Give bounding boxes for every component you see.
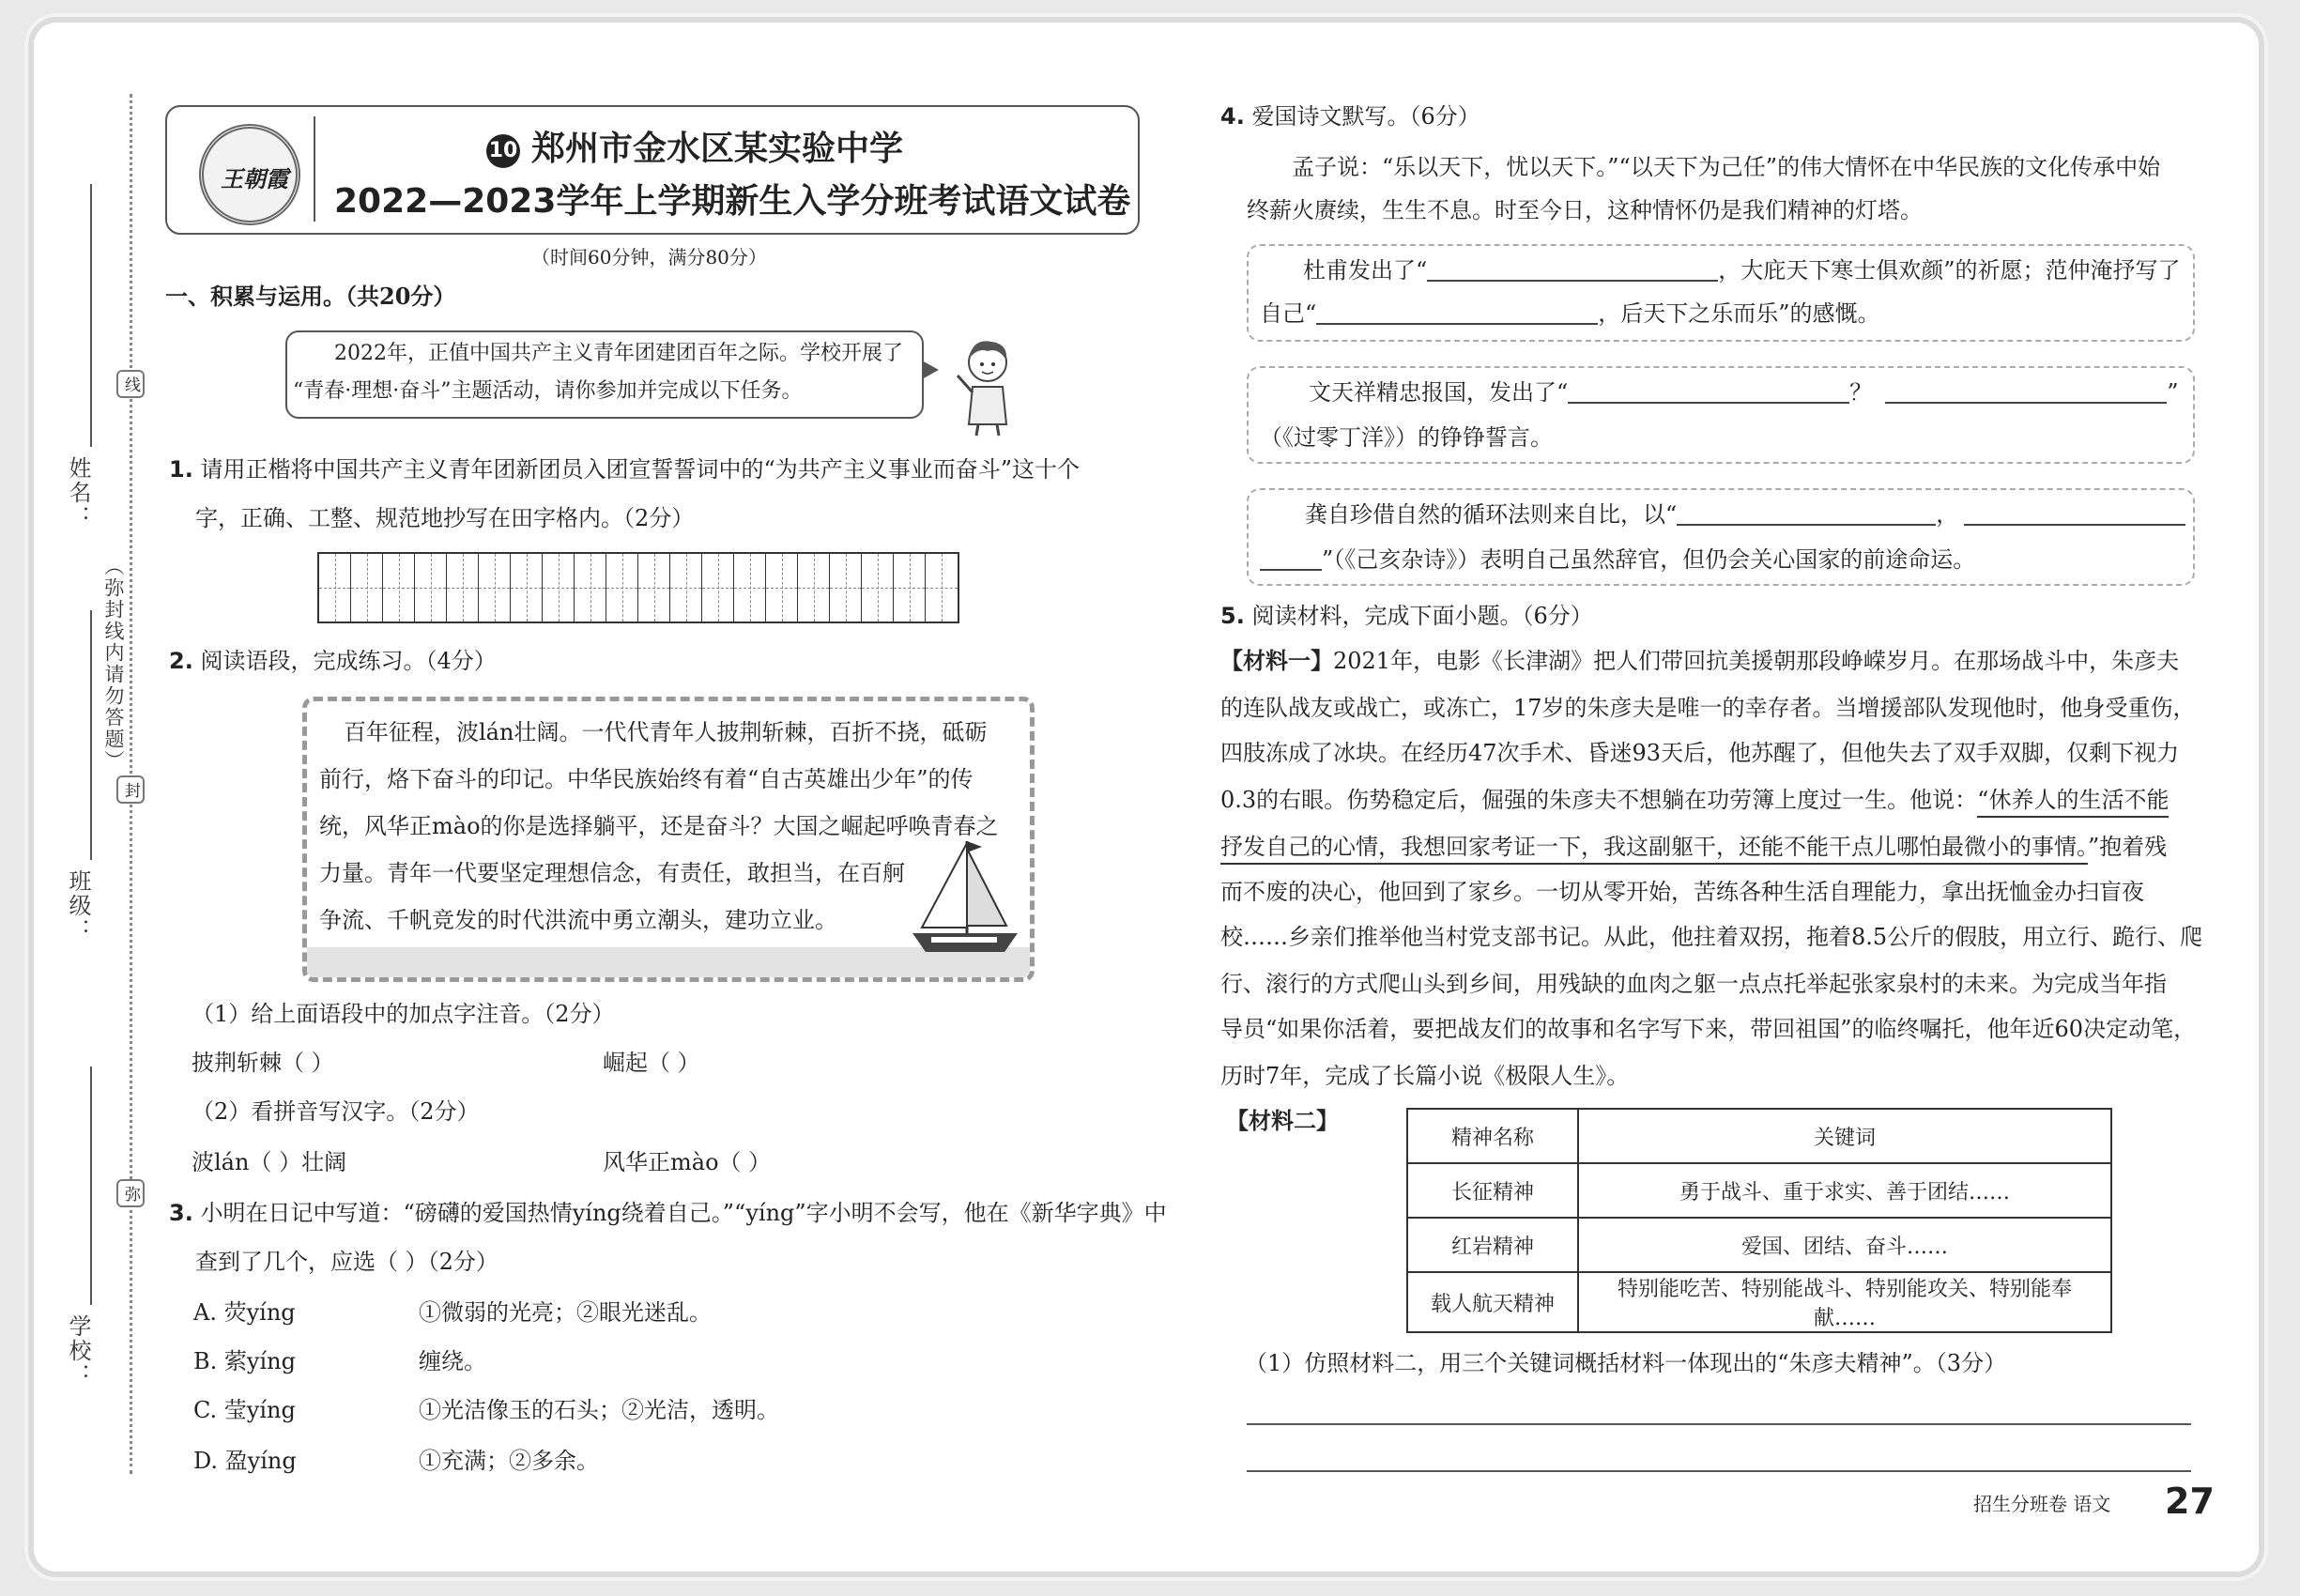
grid-cell[interactable] [638, 554, 670, 622]
footer-label: 招生分班卷 语文 [1973, 1493, 2111, 1515]
passage-line-1: 百年征程，波lán壮阔。一代代青年人披荆斩棘，百折不挠，砥砺 [344, 719, 988, 745]
recitation-3-text-c: ”（《己亥杂诗》）表明自己虽然辞官，但仍会关心国家的前途命运。 [1322, 546, 1976, 573]
exam-number-badge: 10 [486, 134, 520, 168]
passage-line-3: 统，风华正mào的你是选择躺平，还是奋斗？大国之崛起呼唤青春之 [319, 813, 999, 839]
table-cell: 红岩精神 [1407, 1218, 1578, 1272]
question-2-title: 阅读语段，完成练习。（4分） [200, 648, 497, 674]
option-a-label[interactable]: A. 荧yíng [193, 1299, 296, 1326]
option-a-desc: ①微弱的光亮；②眼光迷乱。 [419, 1299, 712, 1326]
recitation-blank-4[interactable] [1885, 381, 2167, 404]
name-label: 姓名： [65, 456, 91, 529]
material-1-line-1 [1220, 647, 2180, 674]
recitation-1-text-a: 杜甫发出了“ [1303, 257, 1428, 284]
q4-intro-line-1: 孟子说：“乐以天下，忧以天下。”“以天下为己任”的伟大情怀在中华民族的文化传承中始 [1292, 154, 2161, 180]
school-title-text: 郑州市金水区某实验中学 [531, 129, 904, 168]
material-1-line-7: 校……乡亲们推举他当村党支部书记。从此，他拄着双拐，拖着8.5公斤的假肢，用立行、跪行、爬 [1220, 924, 2203, 950]
grid-cell[interactable] [862, 554, 894, 622]
question-4-title: 爱国诗文默写。（6分） [1251, 103, 1480, 130]
recitation-blank-7[interactable] [1260, 548, 1322, 571]
recitation-3-text-b: ， [1936, 501, 1959, 528]
question-2-1: （1）给上面语段中的加点字注音。（2分） [192, 1001, 615, 1027]
recitation-blank-6[interactable] [1964, 503, 2185, 526]
seal-note: （弥封线内请勿答题） [102, 556, 125, 772]
grid-cell[interactable] [415, 554, 447, 622]
material-1-line-10: 历时7年，完成了长篇小说《极限人生》。 [1220, 1063, 1630, 1089]
class-label: 班级： [65, 869, 91, 943]
section-1-heading: 一、积累与运用。（共20分） [165, 283, 456, 310]
exam-header [165, 105, 1140, 235]
student-illustration [954, 334, 1025, 437]
recitation-blank-3[interactable] [1568, 381, 1849, 404]
seal-char-seal: 封 [116, 775, 145, 804]
material-1-line-3: 四肢冻成了冰块。在经历47次手术、昏迷93天后，他苏醒了，但他失去了双手双脚，仅剩下视力 [1220, 740, 2180, 766]
grid-cell[interactable] [319, 554, 351, 622]
material-1-text-4: 0.3的右眼。伤势稳定后，倔强的朱彦夫不想躺在功劳簿上度过一生。他说： [1220, 787, 1978, 813]
passage-line-5: 争流、千帆竞发的时代洪流中勇立潮头，建功立业。 [319, 907, 837, 933]
question-3-line-2: 查到了几个，应选（ ）（2分） [195, 1249, 498, 1275]
spirit-keywords-table [1406, 1108, 2112, 1333]
recitation-1-line-1 [1303, 259, 2181, 282]
material-2-label: 【材料二】 [1226, 1107, 1339, 1134]
option-d-label[interactable]: D. 盈yíng [193, 1448, 297, 1474]
recitation-1-text-b: ，大庇天下寒士俱欢颜”的祈愿；范仲淹抒写了 [1718, 257, 2181, 284]
question-5-number: 5. [1220, 603, 1245, 629]
passage-line-4: 力量。青年一代要坚定理想信念，有责任，敢担当，在百舸 [319, 860, 905, 886]
question-4-line [1220, 105, 1480, 128]
logo-seal [199, 124, 300, 225]
material-1-text-1: 2021年，电影《长津湖》把人们带回抗美援朝那段峥嵘岁月。在那场战斗中，朱彦夫 [1333, 648, 2180, 674]
material-1-line-4 [1220, 789, 2169, 811]
question-1-number: 1. [169, 456, 193, 483]
intro-line-2: “青春·理想·奋斗”主题活动，请你参加并完成以下任务。 [293, 379, 803, 403]
logo-text: 王朝霞 [221, 165, 288, 192]
grid-cell[interactable] [894, 554, 926, 622]
passage-line-2: 前行，烙下奋斗的印记。中华民族始终有着“自古英雄出少年”的传 [319, 766, 974, 792]
table-row [1407, 1272, 2111, 1332]
seal-char-mi: 弥 [116, 1179, 145, 1207]
table-row [1407, 1218, 2111, 1272]
grid-cell[interactable] [511, 554, 543, 622]
recitation-2-text-a: 文天祥精忠报国，发出了“ [1309, 379, 1569, 406]
question-3-number: 3. [169, 1200, 193, 1226]
recitation-blank-1[interactable] [1427, 259, 1718, 282]
question-5-1: （1）仿照材料二，用三个关键词概括材料一体现出的“朱彦夫精神”。（3分） [1245, 1350, 2007, 1376]
grid-cell[interactable] [766, 554, 798, 622]
sailboat-illustration [903, 836, 1025, 967]
question-2-2: （2）看拼音写汉字。（2分） [192, 1098, 480, 1125]
answer-hanzi-1[interactable]: 波lán（ ）壮阔 [192, 1149, 347, 1175]
grid-cell[interactable] [543, 554, 575, 622]
grid-cell[interactable] [606, 554, 638, 622]
question-1-line-2: 字，正确、工整、规范地抄写在田字格内。（2分） [195, 505, 695, 531]
question-4-number: 4. [1220, 103, 1245, 130]
material-1-label: 【材料一】 [1220, 647, 1333, 674]
question-1-text: 请用正楷将中国共产主义青年团新团员入团宣誓誓词中的“为共产主义事业而奋斗”这十个 [200, 456, 1081, 483]
table-cell: 勇于战斗、重于求实、善于团结…… [1578, 1163, 2111, 1218]
material-1-text-5: ”抱着残 [2088, 834, 2168, 860]
table-cell: 爱国、团结、奋斗…… [1578, 1218, 2111, 1272]
recitation-1-line-2 [1260, 302, 1880, 325]
recitation-2-line-2: （《过零丁洋》）的铮铮誓言。 [1260, 424, 1553, 451]
recitation-2-line-1 [1309, 381, 2179, 404]
material-1-underlined-quote-b: 抒发自己的心情，我想回家考证一下，我这副躯干，还能不能干点儿哪怕最微小的事情。 [1220, 834, 2088, 865]
seal-char-line: 线 [116, 370, 145, 398]
recitation-1-text-c: 自己“ [1260, 300, 1317, 327]
recitation-3-text-a: 龚自珍借自然的循环法则来自比，以“ [1305, 501, 1678, 528]
grid-cell[interactable] [383, 554, 415, 622]
material-1-line-6: 而不废的决心，他回到了家乡。一切从零开始，苦练各种生活自理能力，拿出抚恤金办扫盲夜 [1220, 879, 2144, 905]
exam-title: 2022—2023学年上学期新生入学分班考试语文试卷 [334, 182, 1131, 221]
material-1-underlined-quote-a: “休养人的生活不能 [1977, 787, 2169, 818]
question-5-line [1220, 605, 1593, 627]
question-3-line-1 [169, 1202, 1167, 1224]
grid-cell[interactable] [702, 554, 734, 622]
table-row [1407, 1163, 2111, 1218]
recitation-3-line-2 [1260, 548, 1975, 571]
question-3-text: 小明在日记中写道：“磅礴的爱国热情yíng绕着自己。”“yíng”字小明不会写，他在《新华字典》中 [200, 1200, 1167, 1226]
answer-pinyin-2[interactable]: 崛起（ ） [603, 1050, 700, 1076]
option-d-desc: ①充满；②多余。 [419, 1448, 599, 1474]
material-1-line-8: 行、滚行的方式爬山头到乡间，用残缺的血肉之躯一点点托举起张家泉村的未来。为完成当年指 [1220, 971, 2167, 997]
table-cell: 特别能吃苦、特别能战斗、特别能攻关、特别能奉献…… [1578, 1272, 2111, 1332]
recitation-3-line-1 [1305, 503, 2185, 526]
table-cell: 长征精神 [1407, 1163, 1578, 1218]
grid-cell[interactable] [830, 554, 862, 622]
publisher-logo [182, 116, 315, 222]
table-header-cell: 关键词 [1578, 1109, 2111, 1163]
exam-meta: （时间60分钟，满分80分） [531, 246, 767, 269]
material-1-line-2: 的连队战友或战亡，或冻亡，17岁的朱彦夫是唯一的幸存者。当增援部队发现他时，他身受重伤， [1220, 695, 2196, 721]
question-2-line [169, 650, 497, 672]
school-title [486, 122, 903, 170]
answer-pinyin-1[interactable]: 披荆斩棘（ ） [192, 1050, 334, 1076]
recitation-1-text-d: ，后天下之乐而乐”的感慨。 [1598, 300, 1880, 327]
grid-cell[interactable] [479, 554, 511, 622]
school-label: 学校： [65, 1314, 91, 1388]
material-1-line-5 [1220, 836, 2167, 858]
recitation-blank-5[interactable] [1677, 503, 1936, 526]
material-1-line-9: 导员“如果你活着，要把战友们的故事和名字写下来，带回祖国”的临终嘱托，他年近60决定动笔， [1220, 1016, 2197, 1042]
grid-cell[interactable] [798, 554, 830, 622]
answer-line-2[interactable] [1247, 1470, 2191, 1472]
grid-cell[interactable] [447, 554, 479, 622]
answer-hanzi-2[interactable]: 风华正mào（ ） [603, 1149, 772, 1175]
grid-cell[interactable] [734, 554, 766, 622]
table-header-cell: 精神名称 [1407, 1109, 1578, 1163]
table-header-row [1407, 1109, 2111, 1163]
option-b-label[interactable]: B. 萦yíng [193, 1348, 296, 1374]
recitation-blank-2[interactable] [1316, 302, 1598, 325]
school-field[interactable] [90, 1067, 92, 1305]
intro-line-1: 2022年，正值中国共产主义青年团建团百年之际。学校开展了 [334, 342, 903, 365]
answer-line-1[interactable] [1247, 1423, 2191, 1425]
page-number: 27 [2165, 1481, 2215, 1522]
question-5-title: 阅读材料，完成下面小题。（6分） [1251, 603, 1593, 629]
question-2-number: 2. [169, 648, 193, 674]
grid-cell[interactable] [575, 554, 606, 622]
grid-cell[interactable] [926, 554, 958, 622]
recitation-2-text-c: ” [2167, 379, 2179, 406]
recitation-2-text-b: ？ [1849, 379, 1873, 406]
option-c-label[interactable]: C. 莹yíng [193, 1397, 296, 1423]
grid-cell[interactable] [670, 554, 702, 622]
question-1-line-1 [169, 458, 1080, 481]
grid-cell[interactable] [351, 554, 383, 622]
option-b-desc: 缠绕。 [419, 1348, 486, 1374]
table-cell: 载人航天精神 [1407, 1272, 1578, 1332]
q4-intro-line-2: 终薪火赓续，生生不息。时至今日，这种情怀仍是我们精神的灯塔。 [1247, 197, 1923, 223]
name-field[interactable] [90, 184, 92, 447]
class-field[interactable] [90, 610, 92, 860]
option-c-desc: ①光洁像玉的石头；②光洁，透明。 [419, 1397, 779, 1423]
tianzige-grid[interactable] [317, 552, 959, 623]
